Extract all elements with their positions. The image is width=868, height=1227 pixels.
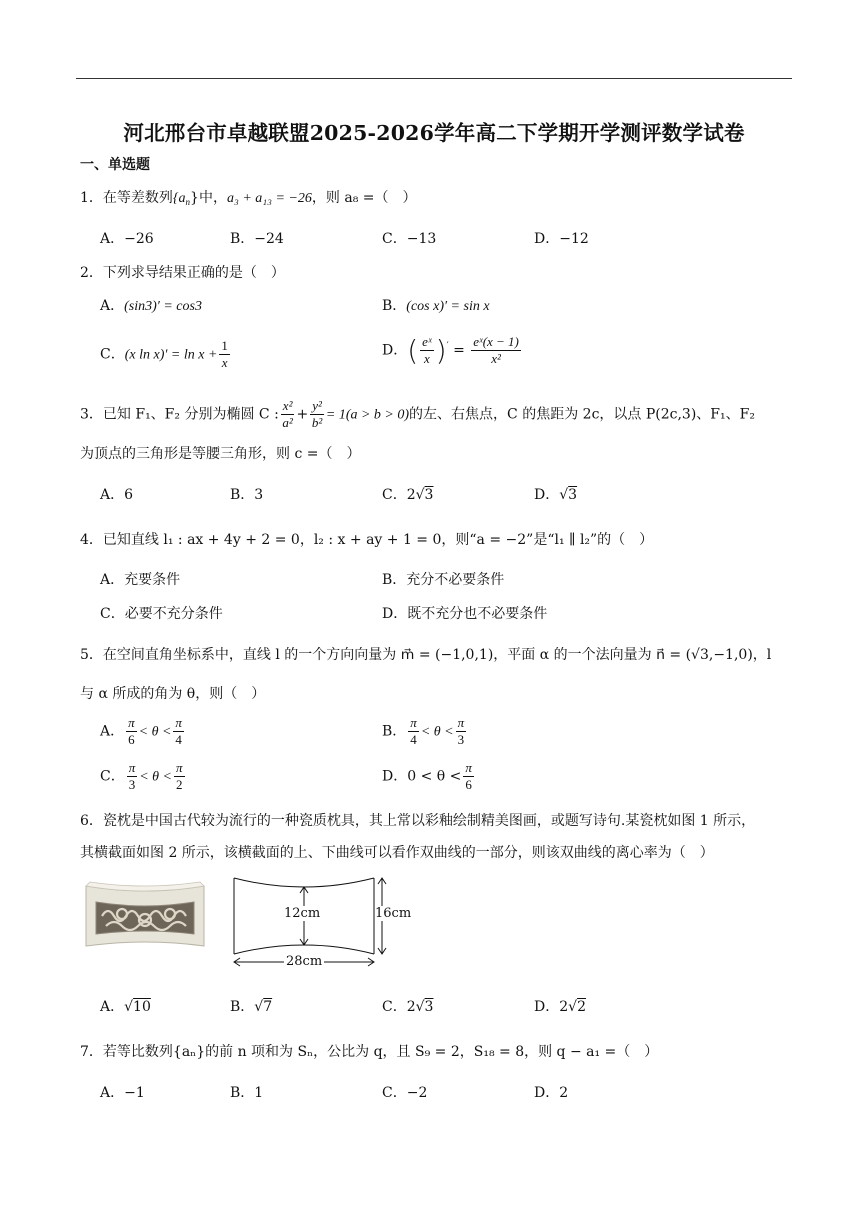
q3-option-a[interactable]: A．6 <box>100 487 134 503</box>
q1-option-c[interactable]: C．−13 <box>382 231 437 247</box>
question-1-stem: 1．在等差数列$\{a_n\}$中，a₃ + a₁₃ = −26，则 a₈ =（ ） <box>80 190 417 207</box>
fraction: $\frac{\pi}{3}$ <box>128 760 136 792</box>
q4-option-c[interactable]: C．必要不充分条件 <box>100 606 223 622</box>
q3-option-d[interactable]: D．√3 <box>534 487 578 503</box>
figure-inner-height-label: 12cm <box>284 906 321 921</box>
q7-option-a[interactable]: A．−1 <box>100 1085 145 1101</box>
figure-width-label: 28cm <box>286 954 323 969</box>
q5-option-a[interactable]: A． $\frac{\pi}{6}$ < θ < $\frac{\pi}{4}$ <box>100 715 182 747</box>
section-heading: 一、单选题 <box>80 157 150 173</box>
fraction: $\frac{\pi}{4}$ <box>175 715 182 747</box>
question-6-stem-cont: 其横截面如图 2 所示，该横截面的上、下曲线可以看作双曲线的一部分，则该双曲线的离心率为（ ） <box>80 845 714 861</box>
fraction: $\frac{\pi}{2}$ <box>176 760 183 792</box>
porcelain-pillow-photo <box>82 880 208 956</box>
fraction: $\frac{\pi}{3}$ <box>457 715 465 747</box>
question-5-stem-cont: 与 α 所成的角为 θ，则（ ） <box>80 686 266 702</box>
q4-option-b[interactable]: B．充分不必要条件 <box>382 572 505 588</box>
page-title: 河北邢台市卓越联盟2025-2026学年高二下学期开学测评数学试卷 <box>123 121 745 145</box>
fraction: $\frac{1}{x}$ <box>221 338 228 370</box>
fraction: $\frac{\pi}{6}$ <box>465 760 472 792</box>
question-3-stem-cont: 为顶点的三角形是等腰三角形，则 c =（ ） <box>80 446 361 462</box>
fraction: $\frac{\pi}{6}$ <box>128 715 135 747</box>
question-7-stem: 7．若等比数列{aₙ}的前 n 项和为 Sₙ，公比为 q，且 S₉ = 2，S₁₈ = 8，则 q − a₁ =（ ） <box>80 1044 659 1060</box>
q3-option-c[interactable]: C．2√3 <box>382 487 434 503</box>
q4-option-d[interactable]: D．既不充分也不必要条件 <box>382 606 548 622</box>
q7-option-d[interactable]: D．2 <box>534 1085 569 1101</box>
q6-option-b[interactable]: B．√7 <box>230 999 273 1015</box>
fraction: $\frac{\text{eˣ}}{x}$ <box>422 334 432 366</box>
q5-option-c[interactable]: C． $\frac{\pi}{3}$ < θ < $\frac{\pi}{2}$ <box>100 760 183 792</box>
q3-option-b[interactable]: B．3 <box>230 487 264 503</box>
q7-option-b[interactable]: B．1 <box>230 1085 264 1101</box>
fraction: $\frac{\text{eˣ(x − 1)}}{\text{x²}}$ <box>473 334 519 366</box>
question-6-stem: 6．瓷枕是中国古代较为流行的一种瓷质枕具，其上常以彩釉绘制精美图画，或题写诗句.某瓷枕如图 1 所示， <box>80 813 756 829</box>
q5-option-b[interactable]: B． $\frac{\pi}{4}$ < θ < $\frac{\pi}{3}$ <box>382 715 465 747</box>
q2-option-b[interactable]: B．(cos x)′ = sin x <box>382 298 490 314</box>
q6-option-a[interactable]: A．√10 <box>100 999 151 1015</box>
figure-outer-height-label: 16cm <box>375 906 412 921</box>
header-rule <box>76 78 792 79</box>
q7-option-c[interactable]: C．−2 <box>382 1085 428 1101</box>
fraction: $\frac{\pi}{4}$ <box>410 715 417 747</box>
question-3-stem: 3．已知 F₁、F₂ 分别为椭圆 C : $\frac{\text{x²}}{\text{a²}}$ + $\frac{\text{y²}}{\text{b²}}$ = 1(a > b > 0)的左、右焦点，C 的焦距为 2c，以点 P(2c,3)、F₁、F₂ <box>80 398 755 430</box>
q6-option-d[interactable]: D．2√2 <box>534 999 586 1015</box>
question-4-stem: 4．已知直线 l₁ : ax + 4y + 2 = 0，l₂ : x + ay + 1 = 0，则“a = −2”是“l₁ ∥ l₂”的（ ） <box>80 532 654 548</box>
q6-option-c[interactable]: C．2√3 <box>382 999 434 1015</box>
q2-option-c[interactable]: C．(x ln x)′ = ln x + $\frac{1}{x}$ <box>100 338 228 370</box>
q5-option-d[interactable]: D．0 < θ < $\frac{\pi}{6}$ <box>382 760 472 792</box>
q4-option-a[interactable]: A．充要条件 <box>100 572 181 588</box>
fraction: $\frac{\text{y²}}{\text{b²}}$ <box>311 398 323 430</box>
question-2-stem: 2．下列求导结果正确的是（ ） <box>80 265 285 281</box>
q1-option-b[interactable]: B．−24 <box>230 231 284 247</box>
q1-option-a[interactable]: A．−26 <box>100 231 154 247</box>
fraction: $\frac{\text{x²}}{\text{a²}}$ <box>282 398 293 430</box>
q2-option-d[interactable]: D．( $\frac{\text{eˣ}}{x}$ )′ = $\frac{\text{eˣ(x − 1)}}{\text{x²}}$ <box>382 334 519 367</box>
q1-option-d[interactable]: D．−12 <box>534 231 589 247</box>
q2-option-a[interactable]: A．(sin3)′ = cos3 <box>100 298 202 314</box>
question-5-stem: 5．在空间直角坐标系中，直线 l 的一个方向向量为 m⃗ = (−1,0,1)，平面 α 的一个法向量为 n⃗ = (√3,−1,0)，l <box>80 647 772 663</box>
